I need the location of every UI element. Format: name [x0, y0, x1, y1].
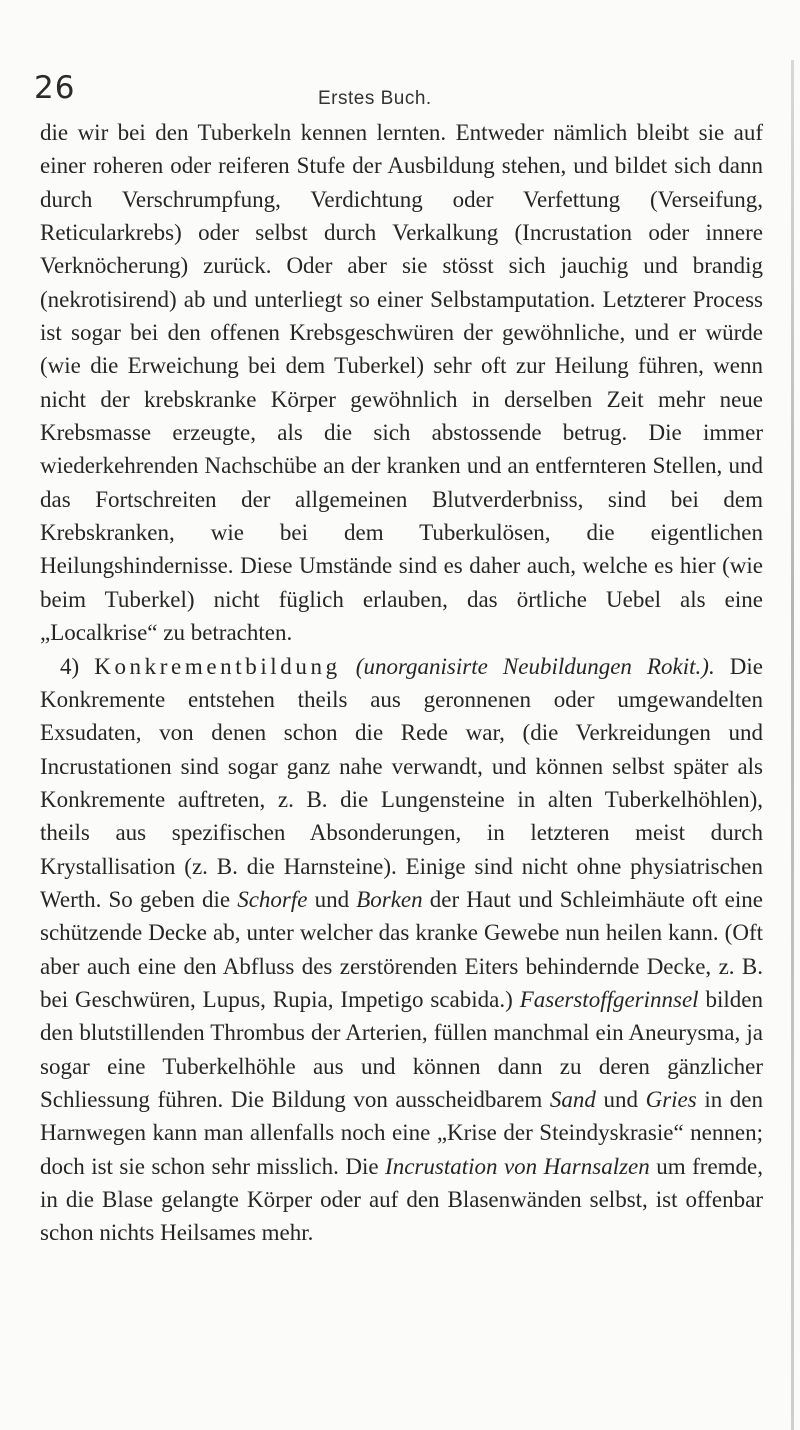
section-heading-latin: (unorganisirte Neubildungen Rokit.). [355, 653, 715, 679]
term-sand: Sand [549, 1086, 596, 1112]
section-number: 4) [60, 653, 80, 679]
paragraph-continuation: die wir bei den Tuberkeln kennen lernten. Entweder nämlich bleibt sie auf einer roheren oder reiferen Stufe der Ausbildung stehen, und bildet sich dann durch Verschrumpfung, Verdichtung oder Verfettung (Verseifung, Reticularkrebs) oder selbst durch Verkalkung (Incrustation oder innere Verknöcherung) zurück. Oder aber sie stösst sich jauchig und brandig (nekrotisirend) ab und unterliegt so einer Selbstamputation. Letzterer Process ist sogar bei den offenen Krebsgeschwüren der gewöhnliche, und er würde (wie die Erweichung bei dem Tuberkel) sehr oft zur Heilung führen, wenn nicht der krebskranke Körper gewöhnlich in derselben Zeit mehr neue Krebsmasse erzeugte, als die sich abstossende betrug. Die immer wiederkehrenden Nachschübe an der kranken und an entfernteren Stellen, und das Fortschreiten der allgemeinen Blutverderbniss, sind bei dem Krebskranken, wie bei dem Tuberkulösen, die eigentlichen Heilungshindernisse. Diese Umstände sind es daher auch, welche es hier (wie beim Tuberkel) nicht füglich erlauben, das örtliche Uebel als eine „Localkrise“ zu betrachten. [40, 120, 763, 646]
text-segment: der Haut und Schleimhäute oft eine schützende Decke ab, unter welcher das kranke Gewebe nun heilen kann. (Oft aber auch eine den Abfluss des zerstörenden Eiters behindernde Decke, z. B. bei Geschwüren, Lupus, Rupia, Impetigo scabida.) [40, 886, 763, 1012]
text-segment: bilden den blutstillenden Thrombus der Arterien, füllen manchmal ein Aneurysma, ja sogar eine Tuberkelhöhle aus und können dann zu deren gänzlicher Schliessung führen. Die Bildung von ausscheidbarem [40, 986, 763, 1112]
term-gries: Gries [645, 1086, 697, 1112]
term-faserstoffgerinnsel: Faserstoffgerinnsel [519, 986, 699, 1012]
text-segment: und [603, 1086, 639, 1112]
page-number: 26 [34, 70, 76, 106]
body-text [40, 116, 763, 1250]
term-borken: Borken [356, 886, 423, 912]
text-segment: um fremde, in die Blase gelangte Körper oder auf den Blasenwänden selbst, ist offenbar schon nichts Heilsames mehr. [40, 1153, 764, 1246]
text-segment: in den Harnwegen kann man allenfalls noch eine „Krise der Steindyskrasie“ nennen; doch ist sie schon sehr misslich. Die [40, 1086, 764, 1179]
term-schorfe: Schorfe [237, 886, 308, 912]
section-heading: Konkrementbildung [94, 653, 341, 679]
term-incrustation: Incrustation von Harnsalzen [385, 1153, 650, 1179]
running-title: Erstes Buch. [318, 88, 432, 109]
text-segment: und [314, 886, 350, 912]
paragraph-konkrementbildung [40, 650, 763, 1250]
text-segment: Die Konkremente entstehen theils aus geronnenen oder umgewandelten Exsudaten, von denen schon die Rede war, (die Verkreidungen und Incrustationen sind sogar ganz nahe verwandt, und können selbst später als Konkremente auftreten, z. B. die Lungensteine in alten Tuberkelhöhlen), theils aus spezifischen Absonderungen, in letzteren meist durch Krystallisation (z. B. die Harnsteine). Einige sind nicht ohne physiatrischen Werth. So geben die [40, 653, 764, 912]
page-edge-shadow [791, 60, 794, 1430]
